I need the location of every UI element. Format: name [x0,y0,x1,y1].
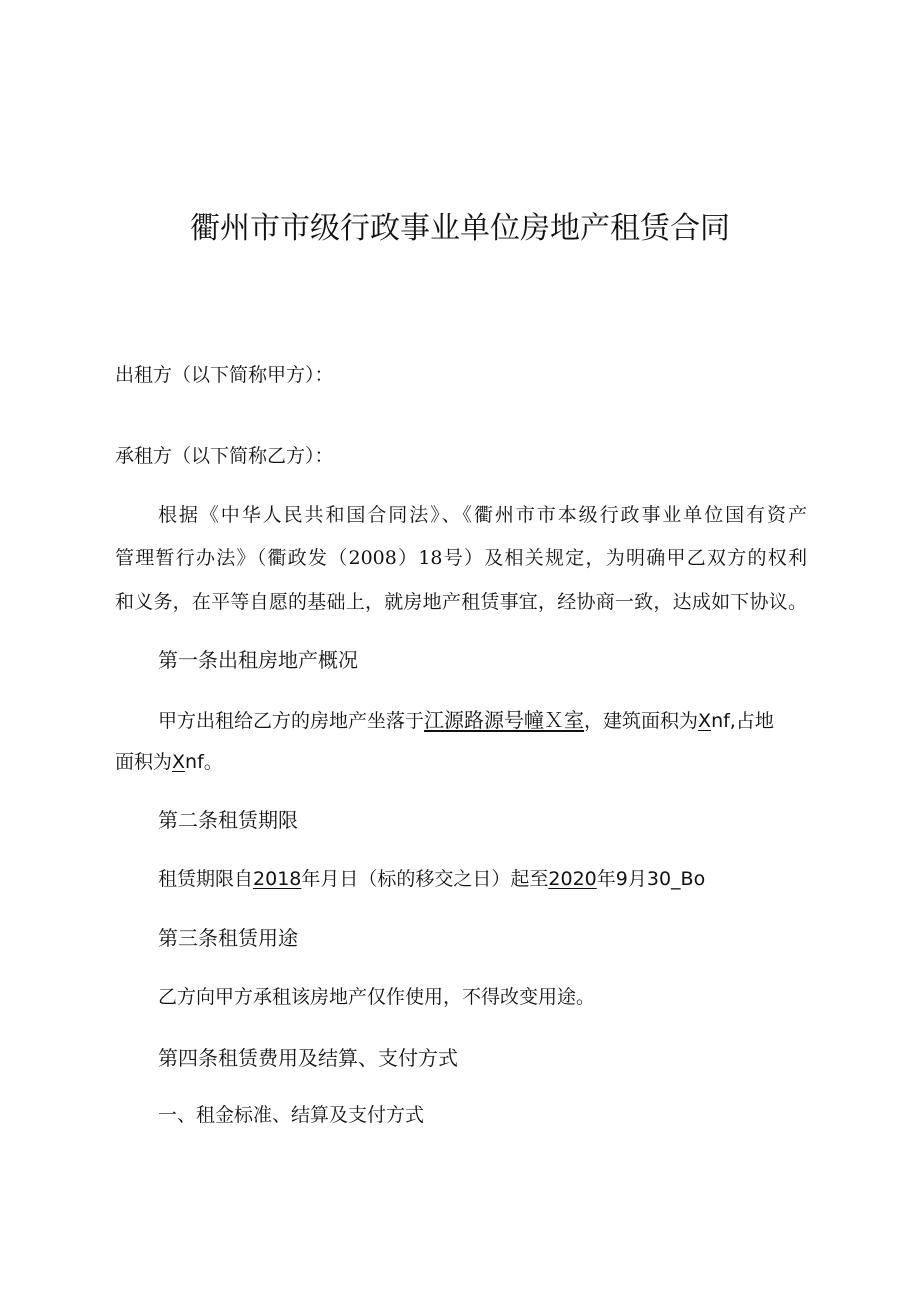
end-year: 2020 [548,868,597,890]
lessee-label: 承租方（以下简称乙方）： [115,445,334,467]
building-area-unit: nf, [711,710,736,732]
article-2-text-b: 年月日（标的移交之日）起至 [301,868,549,890]
article-1-text-b: ，建筑面积为 [584,710,699,732]
preamble-line-3: 和义务，在平等自愿的基础上，就房地产租赁事宜，经协商一致，达成如下协议。 [115,591,807,613]
article-3-text: 乙方向甲方承租该房地产仅作使用，不得改变用途。 [158,986,596,1008]
preamble-line-2: 管理暂行办法》（衢政发（2008）18号）及相关规定，为明确甲乙双方的权利 [115,547,807,569]
article-1-text-a: 甲方出租给乙方的房地产坐落于 [158,710,425,732]
preamble-line-1: 根据《中华人民共和国合同法》、《衢州市市本级行政事业单位国有资产 [158,504,807,526]
article-1-text-d: 面积为 [115,751,173,773]
article-1-line-2 [115,753,223,772]
start-year: 2018 [253,868,302,890]
article-1-heading: 第一条出租房地产概况 [158,648,358,672]
land-area-unit: nf。 [185,751,223,773]
article-4-heading: 第四条租赁费用及结算、支付方式 [158,1046,458,1070]
article-2-heading: 第二条租赁期限 [158,808,298,832]
article-3-heading: 第三条租赁用途 [158,926,298,950]
end-month: 9 [615,868,628,890]
end-day: 30_Bo [646,868,706,890]
article-2-text-c: 年 [596,868,616,890]
article-1-text-c: 占地 [735,710,774,732]
lessor-label: 出租方（以下简称甲方）： [115,364,334,386]
document-title: 衢州市市级行政事业单位房地产租赁合同 [190,211,730,246]
article-2-text-a: 租赁期限自 [158,868,254,890]
article-1-line-1 [158,710,774,731]
article-2-text-d: 月 [627,868,647,890]
land-area-value: X [172,751,186,773]
article-4-subsection-1: 一、租金标准、结算及支付方式 [158,1104,425,1126]
article-2-line [158,870,705,889]
property-location: 江源路源号幢Ｘ室 [424,708,585,732]
building-area-value: X [698,710,712,732]
